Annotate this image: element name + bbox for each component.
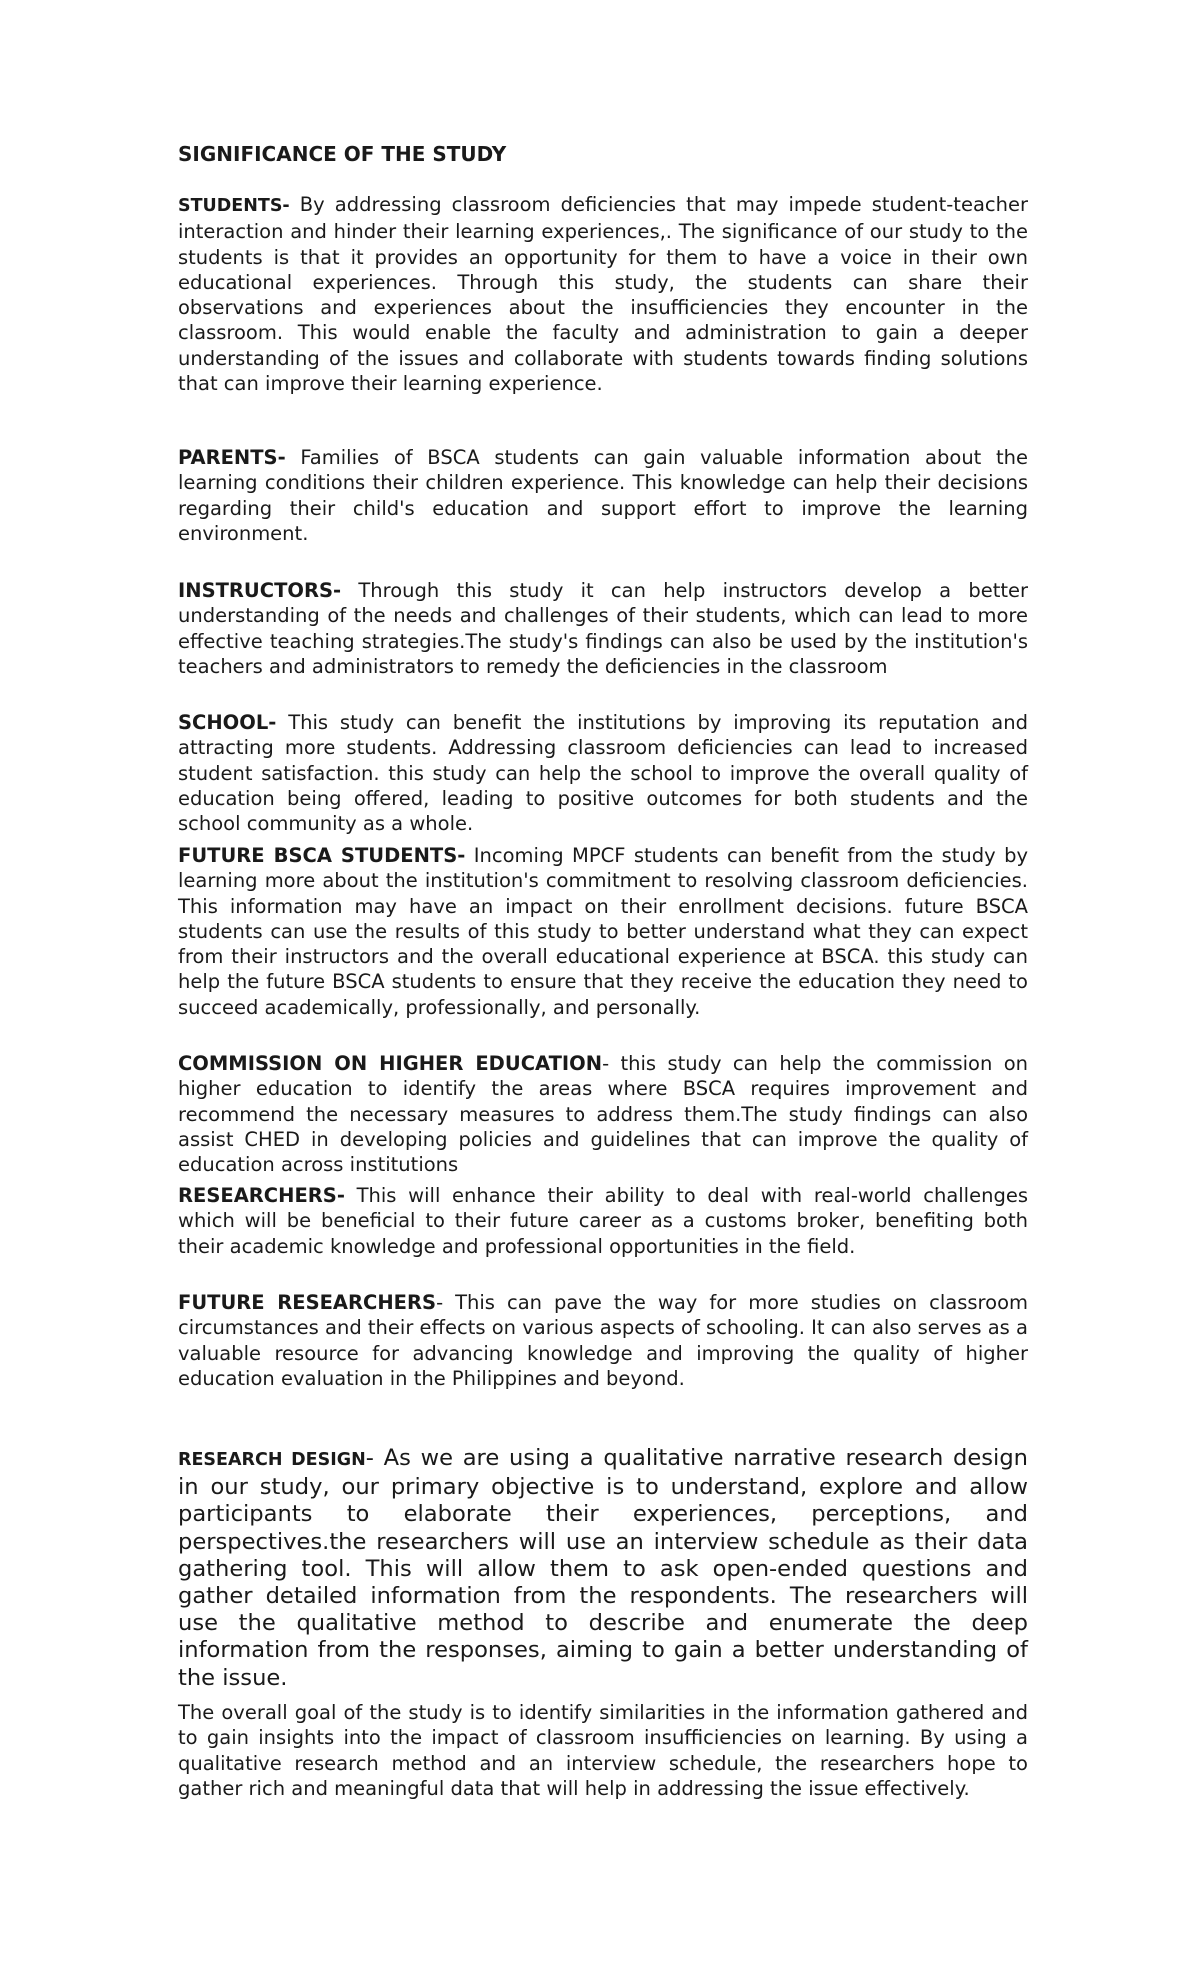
paragraph-text: - this study can help the commission on higher education to identify the areas where BSCA requires improvement and recommend the necessary measures to address them.The study findings can also assist CHED in developing policies and guidelines that can improve the quality of education across institutions	[178, 1052, 1028, 1177]
paragraph-research-design	[178, 1445, 1028, 1692]
paragraph-future-bsca-students	[178, 843, 1028, 1020]
paragraph-heading: INSTRUCTORS-	[178, 579, 342, 602]
paragraph-text: This will enhance their ability to deal with real-world challenges which will be beneficial to their future career as a customs broker, benefiting both their academic knowledge and professional opportunities in the field.	[178, 1184, 1028, 1258]
paragraph-text: Families of BSCA students can gain valuable information about the learning conditions their children experience. This knowledge can help their decisions regarding their child's education and support effort to improve the learning environment.	[178, 446, 1028, 545]
paragraph-text: By addressing classroom deficiencies that may impede student-teacher interaction and hinder their learning experiences,. The significance of our study to the students is that it provides an opportunity for them to have a voice in their own educational experiences. Through this study, the students can share their observations and experiences about the insufficiencies they encounter in the classroom. This would enable the faculty and administration to gain a deeper understanding of the issues and collaborate with students towards finding solutions that can improve their learning experience.	[178, 193, 1028, 396]
paragraph-text: Incoming MPCF students can benefit from the study by learning more about the institution's commitment to resolving classroom deficiencies. This information may have an impact on their enrollment decisions. future BSCA students can use the results of this study to better understand what they can expect from their instructors and the overall educational experience at BSCA. this study can help the future BSCA students to ensure that they receive the education they need to succeed academically, professionally, and personally.	[178, 844, 1028, 1019]
paragraph-students	[178, 192, 1028, 396]
paragraph-researchers	[178, 1183, 1028, 1259]
paragraph-overall-goal	[178, 1700, 1028, 1801]
paragraph-future-researchers	[178, 1290, 1028, 1391]
paragraph-text: The overall goal of the study is to identify similarities in the information gathered and to gain insights into the impact of classroom insufficiencies on learning. By using a qualitative research method and an interview schedule, the researchers hope to gather rich and meaningful data that will help in addressing the issue effectively.	[178, 1701, 1028, 1800]
paragraph-heading: COMMISSION ON HIGHER EDUCATION	[178, 1052, 603, 1075]
paragraph-instructors	[178, 578, 1028, 679]
paragraph-heading: FUTURE BSCA STUDENTS-	[178, 844, 466, 867]
paragraph-text: Through this study it can help instructors develop a better understanding of the needs and challenges of their students, which can lead to more effective teaching strategies.The study's findings can also be used by the institution's teachers and administrators to remedy the deficiencies in the classroom	[178, 579, 1028, 678]
paragraph-text: This study can benefit the institutions by improving its reputation and attracting more students. Addressing classroom deficiencies can lead to increased student satisfaction. this study can help the school to improve the overall quality of education being offered, leading to positive outcomes for both students and the school community as a whole.	[178, 711, 1028, 836]
paragraph-text: - As we are using a qualitative narrative research design in our study, our primary objective is to understand, explore and allow participants to elaborate their experiences, perceptions, and perspectives.the researchers will use an interview schedule as their data gathering tool. This will allow them to ask open-ended questions and gather detailed information from the respondents. The researchers will use the qualitative method to describe and enumerate the deep information from the responses, aiming to gain a better understanding of the issue.	[178, 1445, 1028, 1691]
paragraph-heading: FUTURE RESEARCHERS	[178, 1291, 437, 1314]
paragraph-text: - This can pave the way for more studies on classroom circumstances and their effects on various aspects of schooling. It can also serves as a valuable resource for advancing knowledge and improving the quality of higher education evaluation in the Philippines and beyond.	[178, 1291, 1028, 1390]
paragraph-parents	[178, 445, 1028, 546]
paragraph-school	[178, 710, 1028, 836]
document-title: SIGNIFICANCE OF THE STUDY	[178, 142, 507, 166]
paragraph-heading: STUDENTS-	[178, 196, 290, 216]
paragraph-heading: RESEARCHERS-	[178, 1184, 345, 1207]
paragraph-heading: RESEARCH DESIGN	[178, 1450, 366, 1470]
paragraph-ched	[178, 1051, 1028, 1177]
paragraph-heading: SCHOOL-	[178, 711, 277, 734]
paragraph-heading: PARENTS-	[178, 446, 286, 469]
